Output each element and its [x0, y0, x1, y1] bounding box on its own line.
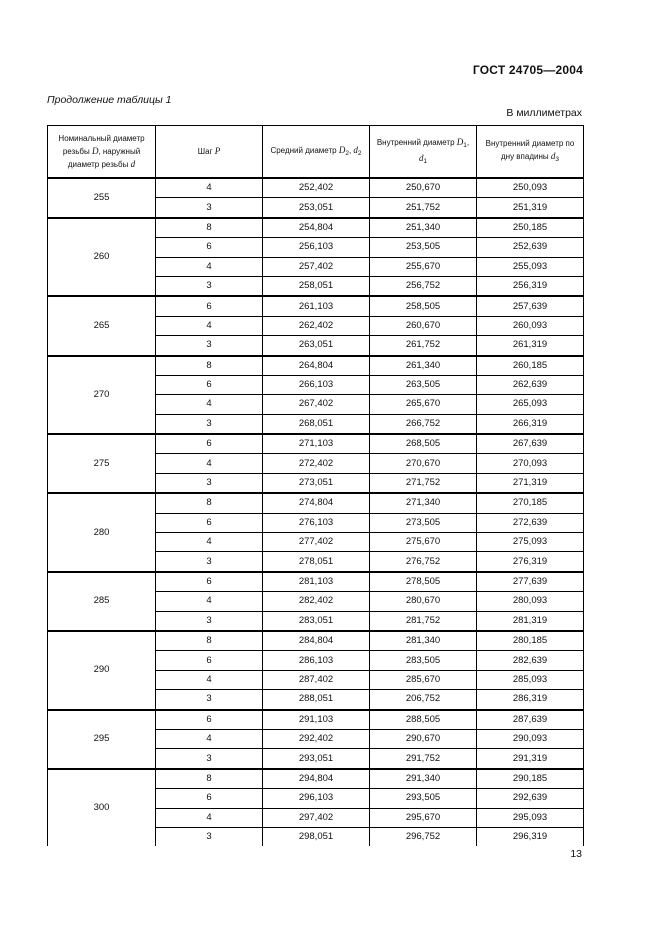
- cell-root: 280,093: [477, 592, 584, 611]
- cell-mean: 258,051: [263, 276, 370, 296]
- table-row: [48, 769, 584, 789]
- cell-pitch: 6: [156, 572, 263, 592]
- cell-mean: 254,804: [263, 218, 370, 238]
- table-row: [48, 710, 584, 730]
- cell-inner: 291,752: [370, 749, 477, 769]
- cell-nominal-diameter: 285: [48, 572, 156, 631]
- cell-mean: 253,051: [263, 198, 370, 218]
- cell-root: 260,093: [477, 316, 584, 335]
- cell-inner: 281,340: [370, 631, 477, 651]
- units-note: В миллиметрах: [506, 107, 582, 119]
- header-mean-sub-2: 2: [357, 149, 362, 157]
- cell-root: 255,093: [477, 257, 584, 276]
- cell-mean: 267,402: [263, 395, 370, 414]
- cell-mean: 262,402: [263, 316, 370, 335]
- cell-inner: 271,340: [370, 493, 477, 513]
- cell-root: 262,639: [477, 375, 584, 394]
- cell-nominal-diameter: 260: [48, 218, 156, 297]
- cell-mean: 278,051: [263, 552, 370, 572]
- cell-pitch: 4: [156, 178, 263, 198]
- cell-pitch: 6: [156, 789, 263, 808]
- cell-root: 257,639: [477, 296, 584, 316]
- table-row: [48, 296, 584, 316]
- cell-root: 272,639: [477, 513, 584, 532]
- cell-inner: 290,670: [370, 729, 477, 748]
- cell-inner: 256,752: [370, 276, 477, 296]
- header-inner-diameter: [370, 126, 477, 179]
- cell-pitch: 3: [156, 276, 263, 296]
- header-inner-separator: ,: [466, 137, 470, 147]
- cell-nominal-diameter: 290: [48, 631, 156, 710]
- header-inner-text: Внутренний диаметр: [376, 137, 455, 147]
- cell-pitch: 6: [156, 513, 263, 532]
- cell-mean: 257,402: [263, 257, 370, 276]
- header-inner-sub-2: 1: [423, 157, 428, 165]
- header-pitch: [156, 126, 263, 179]
- cell-mean: 268,051: [263, 414, 370, 434]
- header-nominal-symbol-D: D: [91, 145, 99, 156]
- cell-mean: 284,804: [263, 631, 370, 651]
- cell-mean: 276,103: [263, 513, 370, 532]
- cell-pitch: 3: [156, 690, 263, 710]
- standard-designation: ГОСТ 24705—2004: [472, 63, 583, 77]
- cell-mean: 273,051: [263, 473, 370, 493]
- cell-inner: 251,340: [370, 218, 477, 238]
- cell-mean: 286,103: [263, 651, 370, 670]
- cell-pitch: 4: [156, 808, 263, 827]
- cell-inner: 250,670: [370, 178, 477, 198]
- cell-root: 277,639: [477, 572, 584, 592]
- cell-pitch: 8: [156, 218, 263, 238]
- header-mean-diameter: [263, 126, 370, 179]
- cell-mean: 297,402: [263, 808, 370, 827]
- cell-inner: 266,752: [370, 414, 477, 434]
- cell-nominal-diameter: 300: [48, 769, 156, 847]
- header-root-diameter: [477, 126, 584, 179]
- cell-inner: 283,505: [370, 651, 477, 670]
- cell-pitch: 4: [156, 592, 263, 611]
- cell-root: 295,093: [477, 808, 584, 827]
- cell-root: 290,093: [477, 729, 584, 748]
- cell-root: 271,319: [477, 473, 584, 493]
- cell-root: 286,319: [477, 690, 584, 710]
- cell-root: 287,639: [477, 710, 584, 730]
- cell-pitch: 6: [156, 434, 263, 454]
- cell-mean: 271,103: [263, 434, 370, 454]
- cell-root: 270,185: [477, 493, 584, 513]
- cell-pitch: 6: [156, 296, 263, 316]
- cell-nominal-diameter: 275: [48, 434, 156, 493]
- cell-inner: 251,752: [370, 198, 477, 218]
- cell-mean: 261,103: [263, 296, 370, 316]
- table-header-row: [48, 126, 584, 179]
- cell-inner: 258,505: [370, 296, 477, 316]
- cell-inner: 293,505: [370, 789, 477, 808]
- cell-pitch: 3: [156, 414, 263, 434]
- cell-mean: 293,051: [263, 749, 370, 769]
- cell-inner: 260,670: [370, 316, 477, 335]
- cell-inner: 268,505: [370, 434, 477, 454]
- header-nominal-symbol-d: d: [130, 158, 136, 169]
- cell-mean: 266,103: [263, 375, 370, 394]
- header-mean-symbol-d: d: [353, 144, 358, 155]
- table-row: [48, 434, 584, 454]
- thread-dimensions-table: [47, 125, 584, 846]
- cell-root: 270,093: [477, 454, 584, 473]
- cell-mean: 288,051: [263, 690, 370, 710]
- cell-pitch: 3: [156, 336, 263, 356]
- cell-inner: 296,752: [370, 827, 477, 846]
- cell-root: 291,319: [477, 749, 584, 769]
- header-nominal-text-2: , наружный диаметр резьбы: [67, 146, 141, 169]
- cell-root: 275,093: [477, 533, 584, 552]
- cell-mean: 272,402: [263, 454, 370, 473]
- header-inner-sub-1: 1: [463, 141, 467, 149]
- cell-pitch: 8: [156, 769, 263, 789]
- cell-inner: 280,670: [370, 592, 477, 611]
- cell-nominal-diameter: 255: [48, 178, 156, 218]
- cell-inner: 273,505: [370, 513, 477, 532]
- cell-pitch: 3: [156, 198, 263, 218]
- cell-pitch: 3: [156, 473, 263, 493]
- cell-pitch: 6: [156, 375, 263, 394]
- cell-mean: 283,051: [263, 611, 370, 631]
- cell-mean: 287,402: [263, 670, 370, 689]
- cell-pitch: 6: [156, 651, 263, 670]
- cell-pitch: 3: [156, 827, 263, 846]
- cell-inner: 253,505: [370, 238, 477, 257]
- header-inner-symbol-d: d: [418, 152, 424, 163]
- cell-root: 281,319: [477, 611, 584, 631]
- cell-root: 265,093: [477, 395, 584, 414]
- cell-mean: 298,051: [263, 827, 370, 846]
- cell-pitch: 3: [156, 611, 263, 631]
- cell-pitch: 8: [156, 631, 263, 651]
- cell-inner: 275,670: [370, 533, 477, 552]
- cell-root: 261,319: [477, 336, 584, 356]
- header-inner-symbol-D: D: [456, 136, 464, 147]
- cell-mean: 274,804: [263, 493, 370, 513]
- cell-pitch: 4: [156, 257, 263, 276]
- cell-pitch: 4: [156, 670, 263, 689]
- cell-root: 290,185: [477, 769, 584, 789]
- cell-mean: 291,103: [263, 710, 370, 730]
- table-row: [48, 631, 584, 651]
- cell-root: 292,639: [477, 789, 584, 808]
- table-row: [48, 572, 584, 592]
- cell-nominal-diameter: 265: [48, 296, 156, 355]
- cell-inner: 278,505: [370, 572, 477, 592]
- cell-inner: 285,670: [370, 670, 477, 689]
- cell-mean: 263,051: [263, 336, 370, 356]
- cell-pitch: 4: [156, 316, 263, 335]
- cell-pitch: 8: [156, 493, 263, 513]
- cell-inner: 261,340: [370, 356, 477, 376]
- cell-pitch: 6: [156, 710, 263, 730]
- cell-root: 256,319: [477, 276, 584, 296]
- cell-root: 251,319: [477, 198, 584, 218]
- cell-inner: 271,752: [370, 473, 477, 493]
- cell-inner: 255,670: [370, 257, 477, 276]
- cell-pitch: 3: [156, 552, 263, 572]
- cell-inner: 281,752: [370, 611, 477, 631]
- header-nominal-text-1: Номинальный диаметр резьбы: [58, 133, 145, 156]
- cell-mean: 281,103: [263, 572, 370, 592]
- header-root-text: Внутренний диаметр по дну впадины: [485, 138, 575, 161]
- header-mean-text: Средний диаметр: [270, 145, 337, 155]
- cell-root: 266,319: [477, 414, 584, 434]
- cell-root: 267,639: [477, 434, 584, 454]
- table-row: [48, 178, 584, 198]
- header-pitch-symbol: P: [214, 146, 221, 156]
- cell-inner: 276,752: [370, 552, 477, 572]
- page-number: 13: [570, 848, 582, 860]
- header-pitch-text: Шаг: [197, 147, 213, 156]
- cell-mean: 282,402: [263, 592, 370, 611]
- cell-pitch: 8: [156, 356, 263, 376]
- cell-root: 250,185: [477, 218, 584, 238]
- cell-inner: 295,670: [370, 808, 477, 827]
- cell-mean: 256,103: [263, 238, 370, 257]
- cell-mean: 294,804: [263, 769, 370, 789]
- header-root-symbol: d: [550, 150, 556, 161]
- header-mean-symbol-D: D: [338, 144, 346, 155]
- cell-root: 280,185: [477, 631, 584, 651]
- table-row: [48, 356, 584, 376]
- cell-root: 250,093: [477, 178, 584, 198]
- cell-root: 282,639: [477, 651, 584, 670]
- cell-pitch: 3: [156, 749, 263, 769]
- cell-mean: 296,103: [263, 789, 370, 808]
- table-caption: Продолжение таблицы 1: [47, 94, 172, 106]
- cell-pitch: 4: [156, 454, 263, 473]
- table-row: [48, 493, 584, 513]
- cell-root: 296,319: [477, 827, 584, 846]
- cell-nominal-diameter: 280: [48, 493, 156, 572]
- cell-inner: 291,340: [370, 769, 477, 789]
- header-root-sub: 3: [555, 155, 559, 163]
- cell-inner: 288,505: [370, 710, 477, 730]
- header-nominal-diameter: [48, 126, 156, 179]
- cell-nominal-diameter: 270: [48, 356, 156, 435]
- cell-root: 260,185: [477, 356, 584, 376]
- cell-mean: 292,402: [263, 729, 370, 748]
- table-row: [48, 218, 584, 238]
- header-mean-separator: ,: [348, 145, 352, 155]
- cell-mean: 252,402: [263, 178, 370, 198]
- cell-inner: 265,670: [370, 395, 477, 414]
- cell-root: 276,319: [477, 552, 584, 572]
- header-mean-sub-1: 2: [345, 149, 349, 157]
- cell-nominal-diameter: 295: [48, 710, 156, 769]
- table-body: [48, 178, 584, 846]
- cell-mean: 264,804: [263, 356, 370, 376]
- cell-inner: 261,752: [370, 336, 477, 356]
- cell-inner: 263,505: [370, 375, 477, 394]
- cell-pitch: 4: [156, 729, 263, 748]
- cell-root: 285,093: [477, 670, 584, 689]
- cell-root: 252,639: [477, 238, 584, 257]
- cell-pitch: 6: [156, 238, 263, 257]
- cell-pitch: 4: [156, 395, 263, 414]
- cell-mean: 277,402: [263, 533, 370, 552]
- cell-pitch: 4: [156, 533, 263, 552]
- cell-inner: 206,752: [370, 690, 477, 710]
- cell-inner: 270,670: [370, 454, 477, 473]
